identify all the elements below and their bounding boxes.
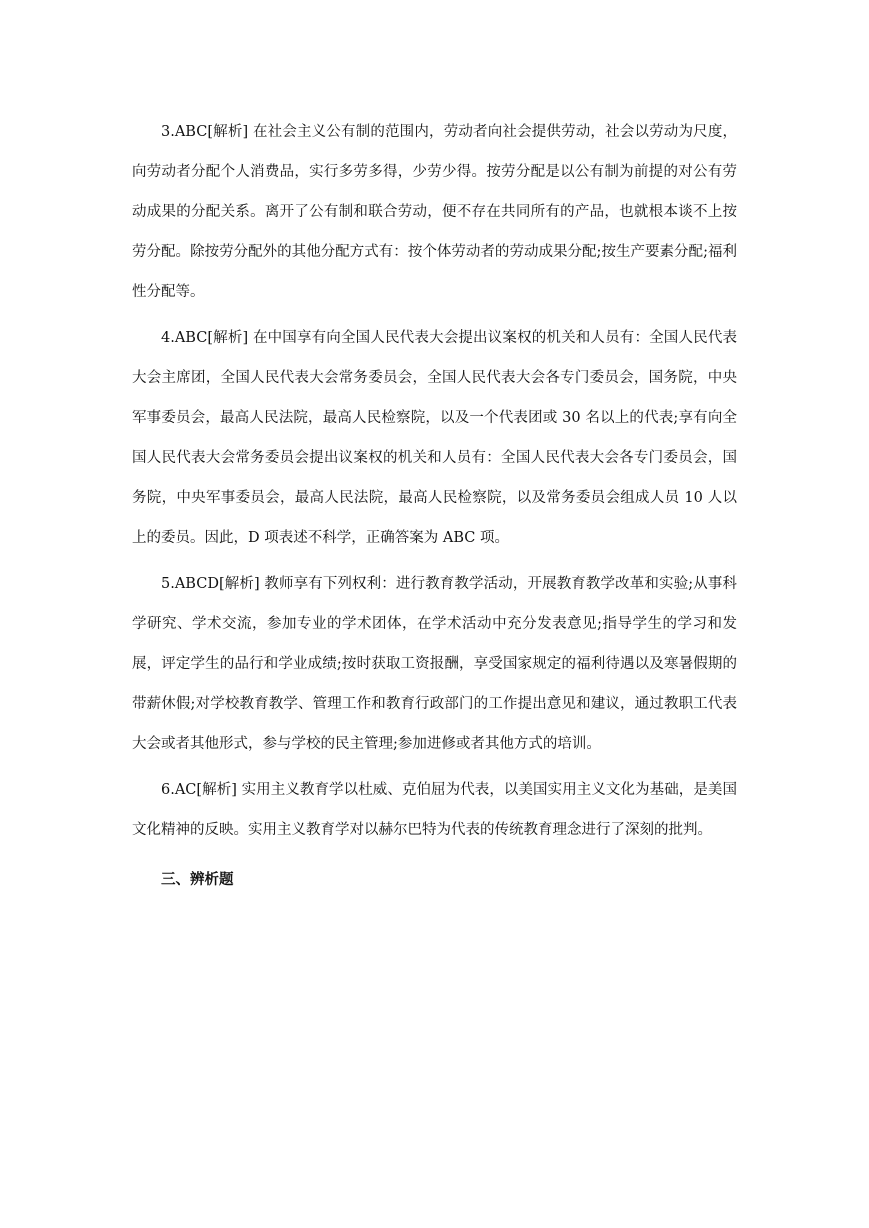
answer-paragraph-6: 6.AC[解析] 实用主义教育学以杜威、克伯屈为代表，以美国实用主义文化为基础，是美国文化精神的反映。实用主义教育学对以赫尔巴特为代表的传统教育理念进行了深刻的批判。 [132,782,737,838]
answer-paragraph-4: 4.ABC[解析] 在中国享有向全国人民代表大会提出议案权的机关和人员有：全国人民代表大会主席团，全国人民代表大会常务委员会，全国人民代表大会各专门委员会，国务院，中央军事委员会，最高人民法院，最高人民检察院，以及一个代表团或 30 名以上的代表;享有向全国人民代表大会常务委员会提出议案权的机关和人员有：全国人民代表大会各专门委员会，国务院，中央军事委员会，最高人民法院，最高人民检察院，以及常务委员会组成人员 10 人以上的委员。因此，D 项表述不科学，正确答案为 ABC 项。 [132,330,737,546]
answer-paragraph-3: 3.ABC[解析] 在社会主义公有制的范围内，劳动者向社会提供劳动，社会以劳动为尺度，向劳动者分配个人消费品，实行多劳多得，少劳少得。按劳分配是以公有制为前提的对公有劳动成果的分配关系。离开了公有制和联合劳动，便不存在共同所有的产品，也就根本谈不上按劳分配。除按劳分配外的其他分配方式有：按个体劳动者的劳动成果分配;按生产要素分配;福利性分配等。 [132,124,737,300]
document-body [132,112,737,900]
section-heading: 三、辨析题 [161,872,234,888]
answer-paragraph-5: 5.ABCD[解析] 教师享有下列权利：进行教育教学活动，开展教育教学改革和实验;从事科学研究、学术交流，参加专业的学术团体，在学术活动中充分发表意见;指导学生的学习和发展，评定学生的品行和学业成绩;按时获取工资报酬，享受国家规定的福利待遇以及寒暑假期的带薪休假;对学校教育教学、管理工作和教育行政部门的工作提出意见和建议，通过教职工代表大会或者其他形式，参与学校的民主管理;参加进修或者其他方式的培训。 [132,576,737,752]
